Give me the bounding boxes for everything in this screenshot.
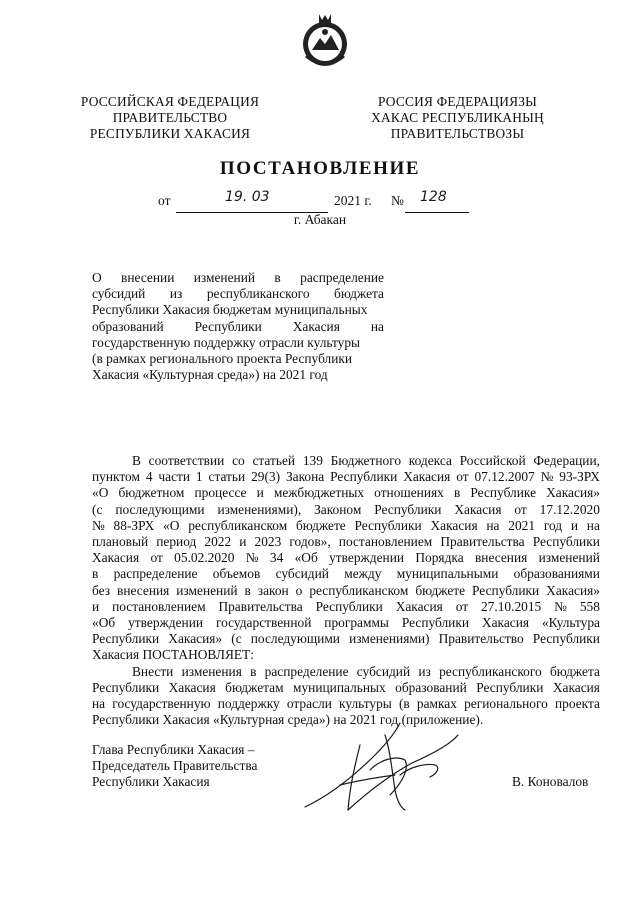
body-line: на государственную поддержку отрасли культуры (в рамках регионального проекта: [92, 696, 600, 712]
body-line: без внесения изменений в закон о республиканском бюджете Республики Хакасия»: [92, 582, 600, 598]
signatory-line: Глава Республики Хакасия –: [92, 742, 255, 757]
subject-block: [92, 270, 384, 383]
header-right-line: ПРАВИТЕЛЬСТВОЗЫ: [390, 126, 525, 141]
body-line: № 88-ЗРХ «О республиканском бюджете Республики Хакасия на 2021 год и на: [92, 517, 600, 533]
body-line: Хакасия от 05.02.2020 № 34 «Об утверждении Порядка внесения изменений: [92, 550, 600, 566]
body-line: пунктом 4 части 1 статьи 29(3) Закона Республики Хакасия от 07.12.2007 № 93-ЗРХ: [92, 469, 600, 485]
signer-name: В. Коновалов: [512, 774, 589, 789]
body-line: В соответствии со статьей 139 Бюджетного кодекса Российской Федерации,: [132, 453, 600, 468]
body-line: плановый период 2022 и 2023 годов», постановлением Правительства Республики: [92, 534, 600, 550]
handwritten-number: 128: [420, 189, 447, 205]
subject-line: Хакасия «Культурная среда») на 2021 год: [92, 367, 328, 383]
body-line: и постановлением Правительства Республики Хакасия от 27.10.2015 № 558: [92, 598, 600, 614]
document-title: ПОСТАНОВЛЕНИЕ: [219, 158, 421, 179]
body-line: «Об утверждении государственной программы Республики Хакасия «Культура: [92, 615, 600, 631]
signatory-line: Председатель Правительства: [92, 758, 258, 774]
header-left-line: ПРАВИТЕЛЬСТВО: [112, 110, 228, 125]
year-text: 2021 г.: [334, 193, 372, 208]
body-line: в распределение объемов субсидий между муниципальными образованиями: [92, 566, 600, 582]
body-line: Хакасия ПОСТАНОВЛЯЕТ:: [92, 647, 254, 663]
body-line: Республики Хакасия» (с последующими изменениями) Правительство Республики: [92, 631, 600, 647]
subject-line: Республики Хакасия бюджетам муниципальных: [92, 302, 368, 318]
handwritten-signature: [300, 715, 460, 820]
body-text: [92, 453, 600, 728]
coat-of-arms-emblem: [300, 10, 350, 70]
signatory-position: [92, 742, 257, 791]
handwritten-date: 19. 03: [225, 189, 270, 205]
header-right-line: РОССИЯ ФЕДЕРАЦИЯЗЫ: [378, 94, 537, 109]
signatory-line: Республики Хакасия: [92, 774, 210, 790]
body-line: «О бюджетном процессе и межбюджетных отношениях в Республике Хакасия»: [92, 485, 600, 501]
body-line: (с последующими изменениями), Законом Республики Хакасия от 17.12.2020: [92, 501, 600, 517]
number-label: №: [391, 193, 404, 208]
subject-line: О внесении изменений в распределение: [92, 270, 384, 285]
header-right-line: ХАКАС РЕСПУБЛИКАНЫҢ: [371, 110, 544, 125]
date-from-label: от: [158, 193, 171, 208]
header-left-line: РОССИЙСКАЯ ФЕДЕРАЦИЯ: [80, 94, 260, 109]
subject-line: государственную поддержку отрасли культуры: [92, 334, 361, 350]
header-right-block: [350, 94, 565, 142]
body-line: Республики Хакасия «Культурная среда») на 2021 год (приложение).: [92, 712, 484, 728]
subject-line: образований Республики Хакасия на: [92, 318, 384, 334]
coat-of-arms-khakassia-icon: [300, 10, 350, 70]
subject-line: (в рамках регионального проекта Республики: [92, 351, 353, 367]
city-name: г. Абакан: [293, 212, 347, 227]
subject-line: субсидий из республиканского бюджета: [92, 286, 384, 302]
header-left-block: [70, 94, 270, 142]
header-left-line: РЕСПУБЛИКИ ХАКАСИЯ: [89, 126, 251, 141]
body-line: Внести изменения в распределение субсидий из республиканского бюджета: [132, 663, 600, 679]
body-line: Республики Хакасия бюджетам муниципальных образований Республики Хакасия: [92, 679, 600, 695]
